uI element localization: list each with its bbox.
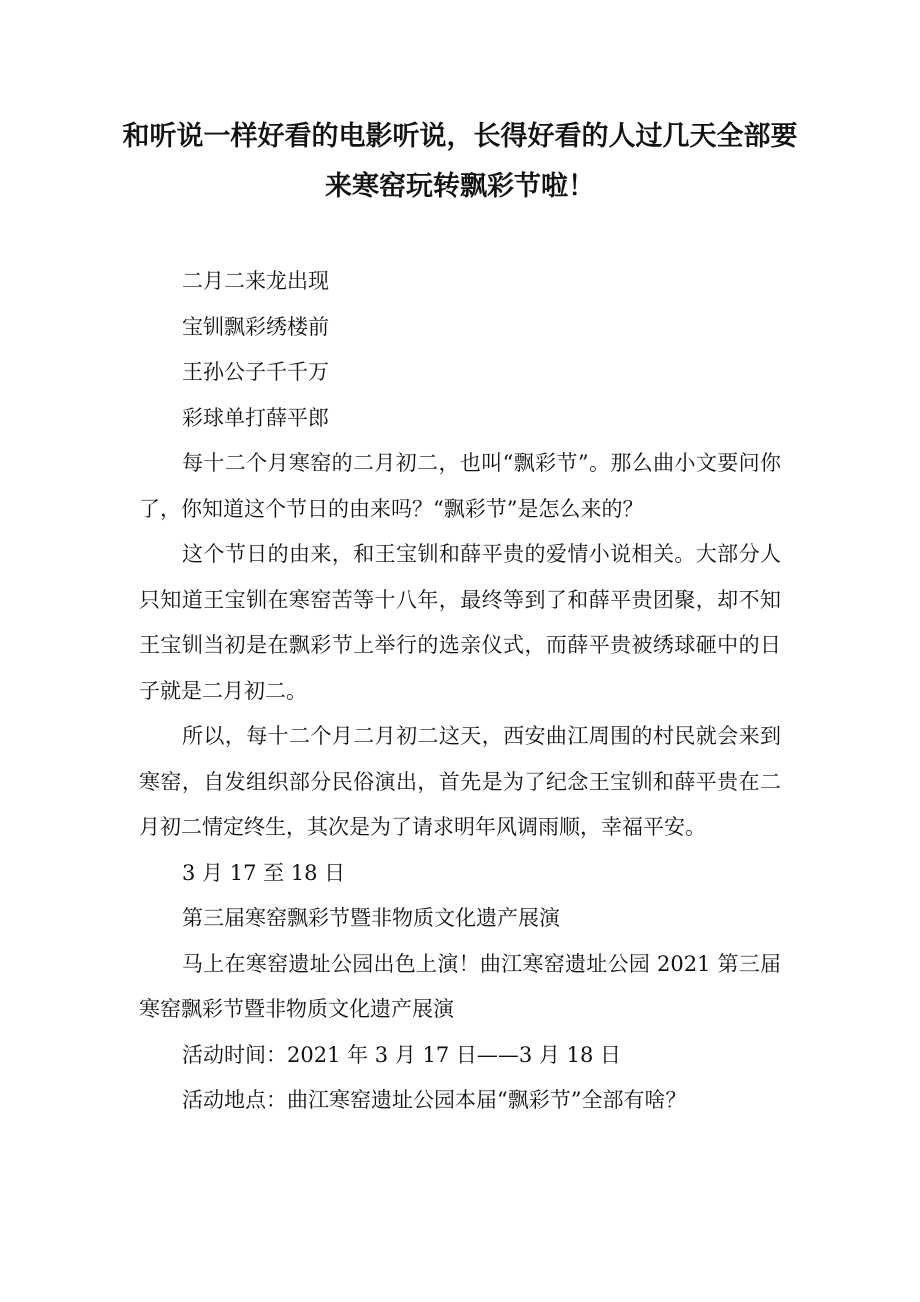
document-title: 和听说一样好看的电影听说，长得好看的人过几天全部要来寒窑玩转飘彩节啦！ xyxy=(122,121,798,202)
poem-line-3: 王孙公子千千万 xyxy=(182,360,329,384)
document-body xyxy=(139,259,781,1124)
paragraph-festival-question: 每十二个月寒窑的二月初二，也叫“飘彩节”。那么曲小文要问你了，你知道这个节日的由来吗？“飘彩节”是怎么来的？ xyxy=(139,451,781,521)
event-name: 第三届寒窑飘彩节暨非物质文化遗产展演 xyxy=(182,906,560,930)
poem-line-1: 二月二来龙出现 xyxy=(182,269,329,293)
event-dates: 3 月 17 至 18 日 xyxy=(182,860,346,885)
poem-line-2: 宝钏飘彩绣楼前 xyxy=(182,314,329,339)
event-time: 活动时间：2021 年 3 月 17 日——3 月 18 日 xyxy=(182,1042,622,1067)
event-location: 活动地点：曲江寒窑遗址公园本届“飘彩节”全部有啥？ xyxy=(182,1088,687,1112)
paragraph-festival-origin: 这个节日的由来，和王宝钏和薛平贵的爱情小说相关。大部分人只知道王宝钏在寒窑苦等十八年，最终等到了和薛平贵团聚，却不知王宝钏当初是在飘彩节上举行的选亲仪式，而薛平贵被绣球砸中的日子就是二月初二。 xyxy=(139,542,781,703)
paragraph-festival-custom: 所以，每十二个月二月初二这天，西安曲江周围的村民就会来到寒窑，自发组织部分民俗演出，首先是为了纪念王宝钏和薛平贵在二月初二情定终生，其次是为了请求明年风调雨顺，幸福平安。 xyxy=(139,724,781,839)
event-announcement: 马上在寒窑遗址公园出色上演！曲江寒窑遗址公园 2021 第三届寒窑飘彩节暨非物质文化遗产展演 xyxy=(139,951,781,1021)
poem-line-4: 彩球单打薛平郎 xyxy=(182,405,329,430)
